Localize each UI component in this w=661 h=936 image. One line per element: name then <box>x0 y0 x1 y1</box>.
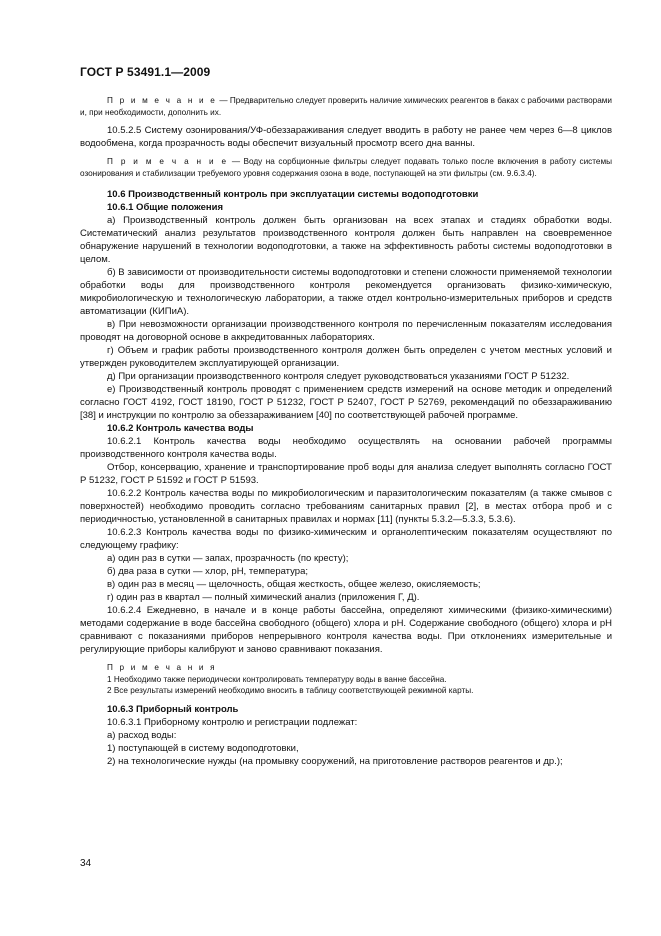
note-item: 2 Все результаты измерений необходимо вносить в таблицу соответствующей режимной карты. <box>107 686 474 695</box>
note-label: П р и м е ч а н и е <box>107 96 218 105</box>
standard-header: ГОСТ Р 53491.1—2009 <box>80 65 211 79</box>
note-text: — Предварительно следует проверить наличие химических реагентов в баках с рабочими растворами и, при необходимости, дополнить их. <box>80 96 612 117</box>
paragraph: 10.6.2.2 Контроль качества воды по микробиологическим и паразитологическим показателям (а также смывов с поверхностей) необходимо проводить согласно требованиям санитарных правил [2], в местах отбора проб и с периодичностью, установленной в санитарных правилах и нормах [11] (пункты 5.3.2—5.3.3, 5.3.6). <box>80 488 612 525</box>
paragraph: 10.6.2.1 Контроль качества воды необходимо осуществлять на основании рабочей программы производственного контроля качества воды. <box>80 436 612 460</box>
schedule-item: г) один раз в квартал — полный химический анализ (приложения Г, Д). <box>107 592 420 603</box>
list-item: е) Производственный контроль проводят с применением средств измерений на основе методик и определений согласно ГОСТ 4192, ГОСТ 18190, ГОСТ Р 51232, ГОСТ Р 52407, ГОСТ Р 52769, рекомендаций по обеззараживанию [38] и инструкции по контролю за обеззараживанием [40] по соответствующей рабочей программе. <box>80 384 612 421</box>
note-item: 1 Необходимо также периодически контролировать температуру воды в ванне бассейна. <box>107 674 447 684</box>
list-item: а) Производственный контроль должен быть организован на всех этапах и стадиях обработки воды. Систематический анализ результатов производственного контроля должен быть направлен на своевременное обнаружение нарушений в технологии водоподготовки, а также на эффективность работы системы водоподготовки в целом. <box>80 215 612 265</box>
paragraph-10-5-2-5: 10.5.2.5 Систему озонирования/УФ-обеззараживания следует вводить в работу не ранее чем через 6—8 циклов водообмена, когда прозрачность воды обеспечит визуальный просмотр всего дна ванны. <box>80 125 612 149</box>
list-item: г) Объем и график работы производственного контроля должен быть определен с учетом местных условий и утвержден руководителем эксплуатирующей организации. <box>80 345 612 369</box>
note-text: — Воду на сорбционные фильтры следует подавать только после включения в работу системы озонирования и стабилизации требуемого уровня содержания озона в воде, поступающей на эти фильтры (см. 9.6.3.4). <box>80 157 612 178</box>
schedule-item: в) один раз в месяц — щелочность, общая жесткость, общее железо, окисляемость; <box>107 579 481 590</box>
list-item: д) При организации производственного контроля следует руководствоваться указаниями ГОСТ Р 51232. <box>107 371 570 382</box>
paragraph: Отбор, консервацию, хранение и транспортирование проб воды для анализа следует выполнять согласно ГОСТ Р 51232, ГОСТ Р 51592 и ГОСТ Р 51593. <box>80 462 612 486</box>
schedule-item: а) один раз в сутки — запах, прозрачность (по кресту); <box>107 553 349 564</box>
paragraph: 10.6.2.3 Контроль качества воды по физико-химическим и органолептическим показателям осуществляют по следующему графику: <box>80 527 612 551</box>
note-reagents <box>80 95 612 118</box>
note-sorption-filters <box>80 156 612 179</box>
section-heading-10-6-1: 10.6.1 Общие положения <box>107 202 223 213</box>
list-item: 2) на технологические нужды (на промывку сооружений, на приготовление растворов реагентов и др.); <box>107 755 563 767</box>
paragraph-10-6-2-4: 10.6.2.4 Ежедневно, в начале и в конце работы бассейна, определяют химическими (физико-химическими) методами содержание в воде бассейна свободного (общего) хлора и pH. Содержание свободного (общего) хлора и pH сравнивают с показаниями приборов непрерывного контроля качества воды. При отклонениях измерительные и регулирующие приборы калибруют и заново сравнивают показания. <box>80 605 612 655</box>
section-heading-10-6-3: 10.6.3 Приборный контроль <box>107 703 239 715</box>
page-number: 34 <box>80 858 92 869</box>
list-item: в) При невозможности организации производственного контроля по перечисленным показателям исследования проводят на договорной основе в аккредитованных лабораториях. <box>80 319 612 343</box>
schedule-item: б) два раза в сутки — хлор, pH, температура; <box>107 566 308 577</box>
list-item: 1) поступающей в систему водоподготовки, <box>107 742 299 754</box>
note-label: П р и м е ч а н и е <box>107 157 229 166</box>
list-item: а) расход воды: <box>107 729 177 741</box>
notes-label: П р и м е ч а н и я <box>107 663 217 672</box>
section-heading-10-6: 10.6 Производственный контроль при эксплуатации системы водоподготовки <box>107 189 479 200</box>
page-content <box>80 95 612 768</box>
list-item: б) В зависимости от производительности системы водоподготовки и степени сложности применяемой технологии обработки воды для производственного контроля рекомендуется организовать физико-химическую, микробиологическую и технологическую лаборатории, а также отдел контрольно-измерительных приборов и средств автоматизации (КИПиА). <box>80 267 612 317</box>
paragraph: 10.6.3.1 Приборному контролю и регистрации подлежат: <box>107 716 358 728</box>
section-heading-10-6-2: 10.6.2 Контроль качества воды <box>107 423 254 434</box>
